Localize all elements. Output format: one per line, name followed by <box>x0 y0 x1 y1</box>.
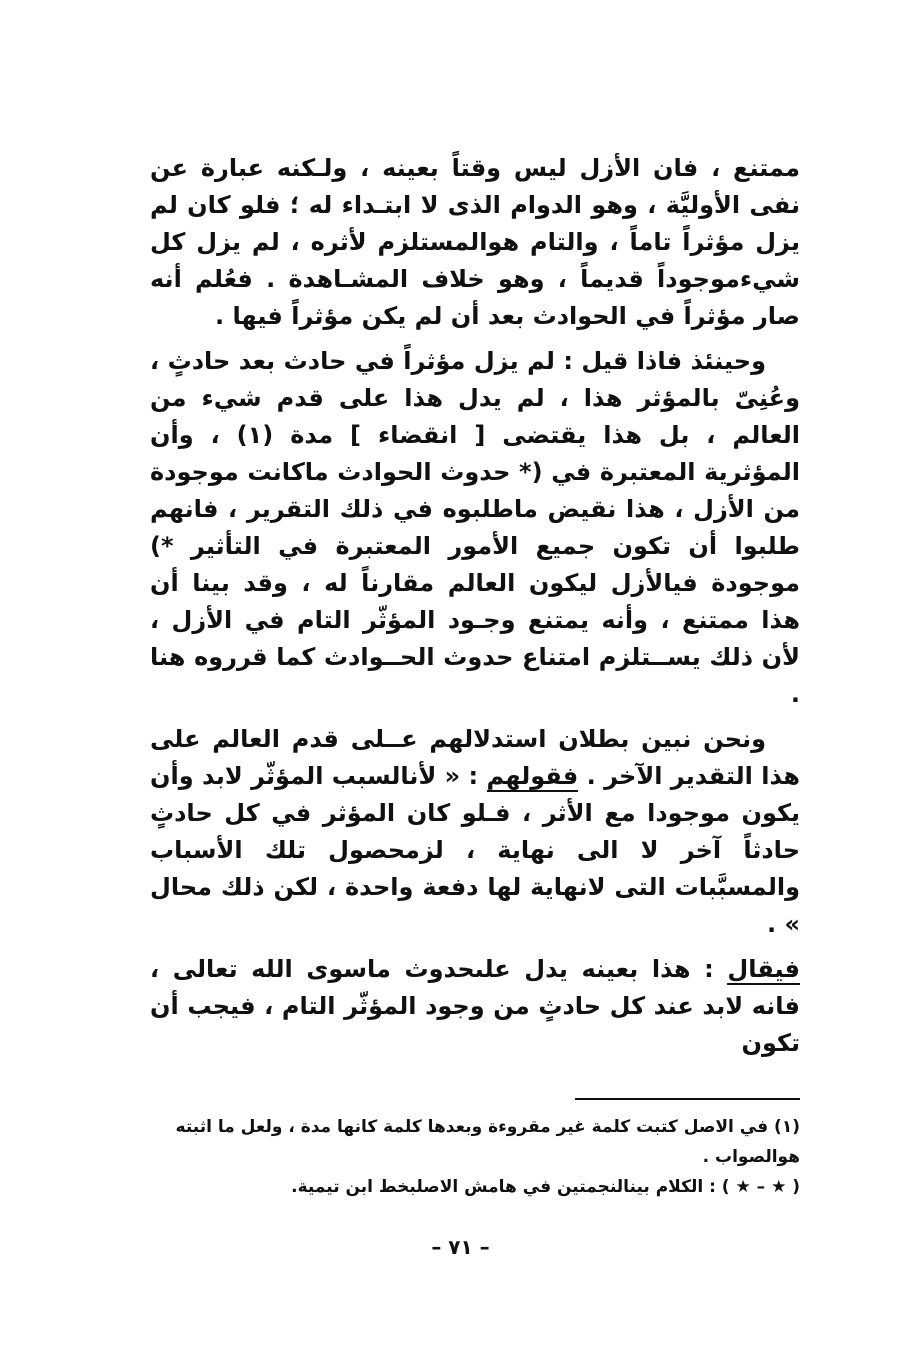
paragraph-3 <box>150 721 800 943</box>
paragraph-3-rest: : « لأنالسبب المؤثّر لابد وأن يكون موجودا مع الأثر ، فـلو كان المؤثر في كل حادثٍ حادثاً آخر لا الى نهاية ، لزمحصول تلك الأسباب والمسبَّبات التى لانهاية لها دفعة واحدة ، لكن ذلك محال » . <box>150 762 800 938</box>
paragraph-3-start: ونحن نبين بطلان استدلالهم عــلى قدم العالم على هذا التقدير الآخر . <box>150 725 801 790</box>
paragraph-4 <box>150 951 800 1062</box>
main-text <box>150 150 800 1062</box>
footnote-1: (١) في الاصل كتبت كلمة غير مقروءة وبعدها كلمة كانها مدة ، ولعل ما اثبته هوالصواب . <box>175 1117 800 1167</box>
paragraph-4-rest: : هذا بعينه يدل علىحدوث ماسوى الله تعالى ، فانه لابد عند كل حادثٍ من وجود المؤثّر التام ، فيجب أن تكون <box>150 955 800 1057</box>
underlined-word: فيقال <box>727 955 800 983</box>
underlined-word: فقولهم <box>486 762 579 790</box>
page-number: – ٧١ – <box>431 1235 490 1259</box>
paragraph-2: وحينئذ فاذا قيل : لم يزل مؤثراً في حادث بعد حادثٍ ، وعُنِىّ بالمؤثر هذا ، لم يدل هذا على قدم شيء من العالم ، بل هذا يقتضى [ انقضاء ] مدة (١) ، وأن المؤثرية المعتبرة في (* حدوث الحوادث ماكانت موجودة من الأزل ، هذا نقيض ماطلبوه في ذلك التقرير ، فانهم طلبوا أن تكون جميع الأمور المعتبرة في التأثير *) موجودة فيالأزل ليكون العالم مقارناً له ، وقد بينا أن هذا ممتنع ، وأنه يمتنع وجـود المؤثّر التام في الأزل ، لأن ذلك يســتلزم امتناع حدوث الحــوادث كما قرروه هنا . <box>150 347 800 708</box>
footnote-divider <box>575 1098 800 1100</box>
footnote-2: ( ★ – ★ ) : الكلام بينالنجمتين في هامش الاصلبخط ابن تيمية. <box>291 1177 800 1197</box>
footnotes <box>150 1112 800 1202</box>
paragraph-1: ممتنع ، فان الأزل ليس وقتاً بعينه ، ولـكنه عبارة عن نفى الأوليَّة ، وهو الدوام الذى لا ابتـداء له ؛ فلو كان لم يزل مؤثراً تاماً ، والتام هوالمستلزم لأثره ، لم يزل كل شيءموجوداً قديماً ، وهو خلاف المشـاهدة . فعُلم أنه صار مؤثراً في الحوادث بعد أن لم يكن مؤثراً فيها . <box>150 154 800 330</box>
